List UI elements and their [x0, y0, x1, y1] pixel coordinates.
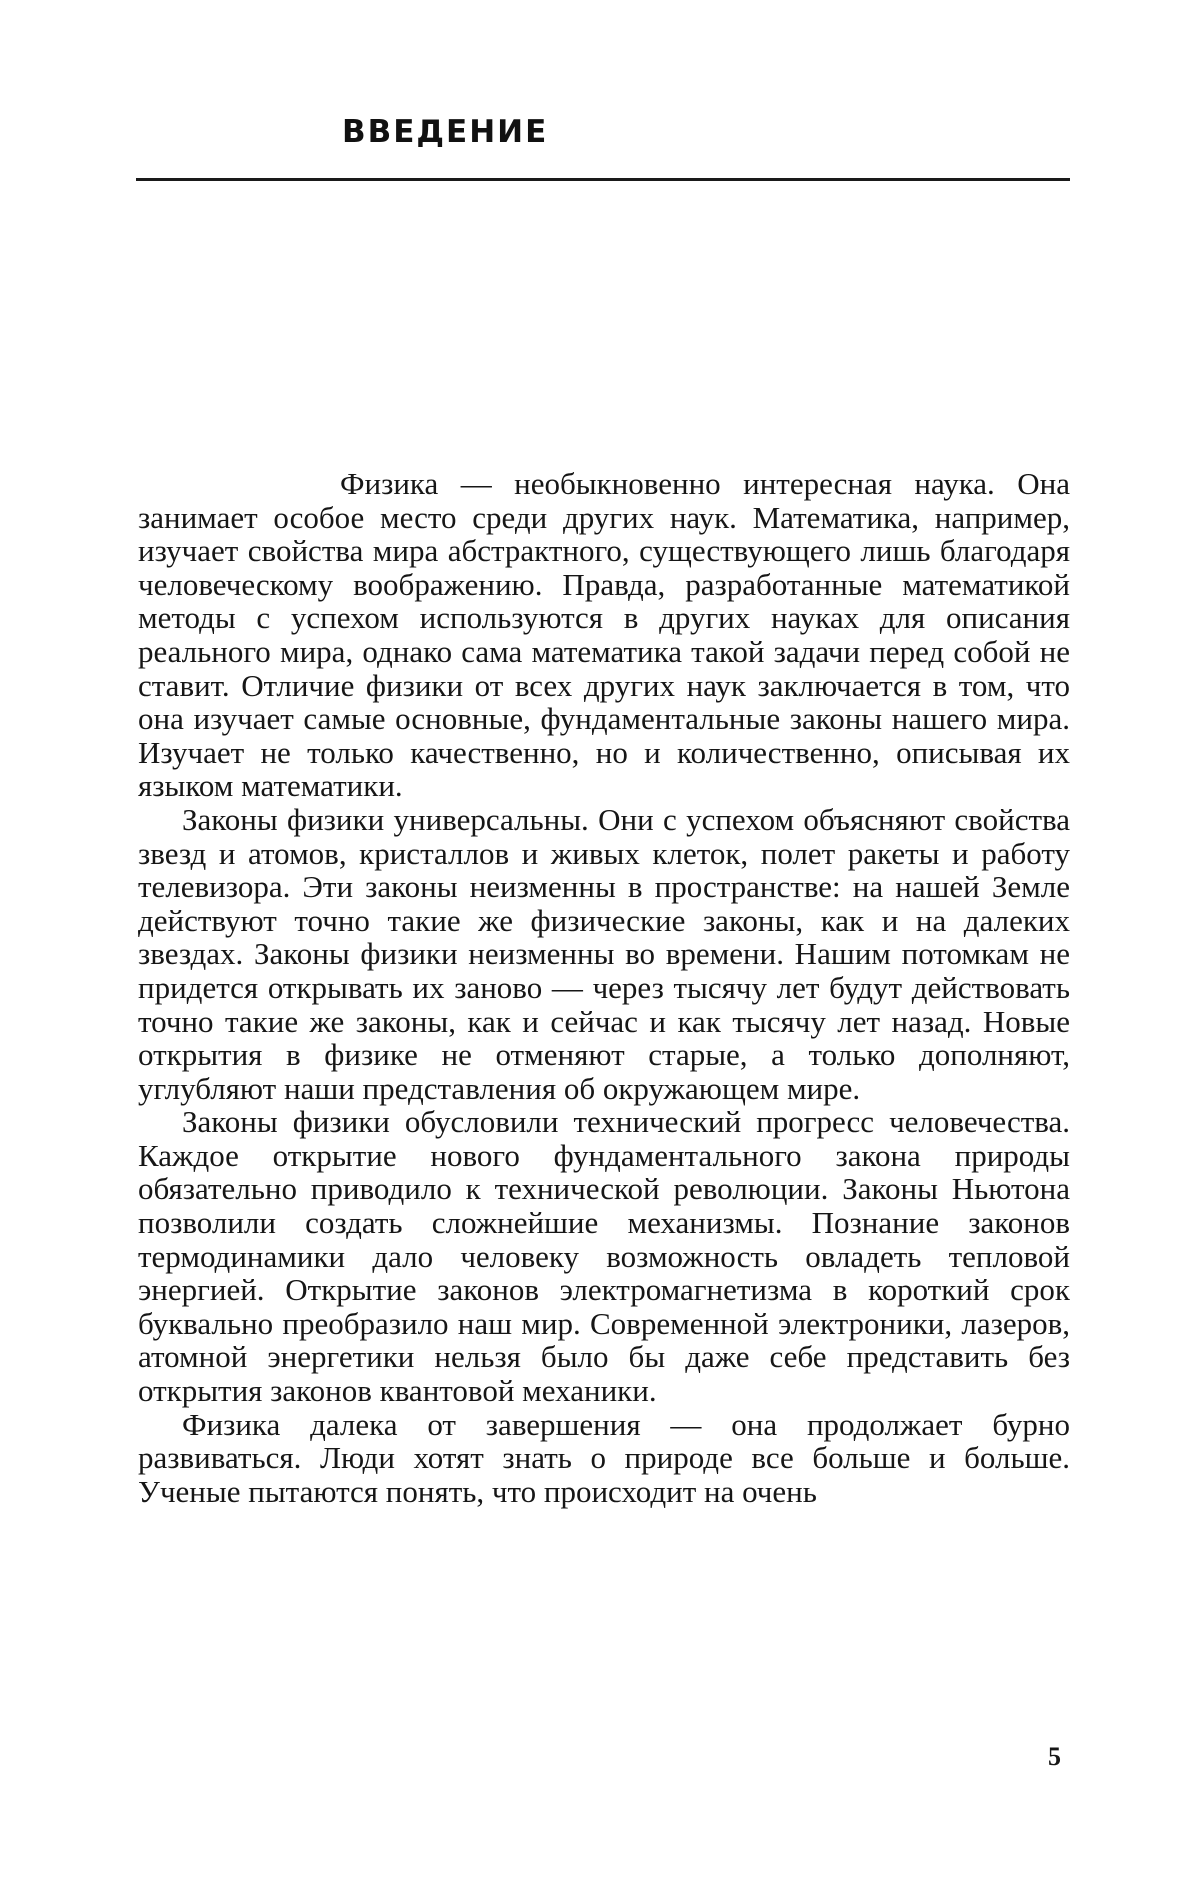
paragraph-4: Физика далека от завершения — она продолжает бурно развиваться. Люди хотят знать о природе все больше и больше. Ученые пытаются понять, что происходит на очень: [138, 1408, 1070, 1509]
heading-divider: [136, 178, 1070, 181]
paragraph-2: Законы физики универсальны. Они с успехом объяс­няют свойства звезд и атомов, кристаллов и живых клеток, полет ракеты и работу телевизора. Эти законы неизменны в пространстве: на нашей Земле действуют точно такие же физические законы, как и на далеких звездах. Законы физи­ки неизменны во времени. Нашим потомкам не придется открывать их заново — через тысячу лет будут действовать точно такие же законы, как и сейчас и как тысячу лет назад. Новые открытия в физике не отменяют старые, а только дополняют, углубляют наши представления об окружающем мире.: [138, 803, 1070, 1105]
paragraph-1: Физика — необыкновенно интересная наука. Она занимает особое место среди других наук. Математика, например, изучает свойства мира абстрактного, существую­щего лишь благодаря человеческому воображению. Прав­да, разработанные математикой методы с успехом исполь­зуются в других науках для описания реального мира, однако сама математика такой задачи перед собой не ставит. Отличие физики от всех других наук заключается в том, что она изучает самые основные, фундаментальные законы на­шего мира. Изучает не только качественно, но и количест­венно, описывая их языком математики.: [138, 467, 1070, 803]
paragraph-3: Законы физики обусловили технический прогресс чело­вечества. Каждое открытие нового фундаментального закона природы обязательно приводило к технической революции. Законы Ньютона позволили создать сложнейшие механиз­мы. Познание законов термодинамики дало человеку воз­можность овладеть тепловой энергией. Открытие законов электромагнетизма в короткий срок буквально преобразило наш мир. Современной электроники, лазеров, атомной энергетики нельзя было бы даже себе представить без открытия законов квантовой механики.: [138, 1105, 1070, 1407]
page-number: 5: [1048, 1742, 1061, 1772]
chapter-body-text: [138, 467, 1070, 1508]
chapter-heading: ВВЕДЕНИЕ: [342, 112, 548, 152]
